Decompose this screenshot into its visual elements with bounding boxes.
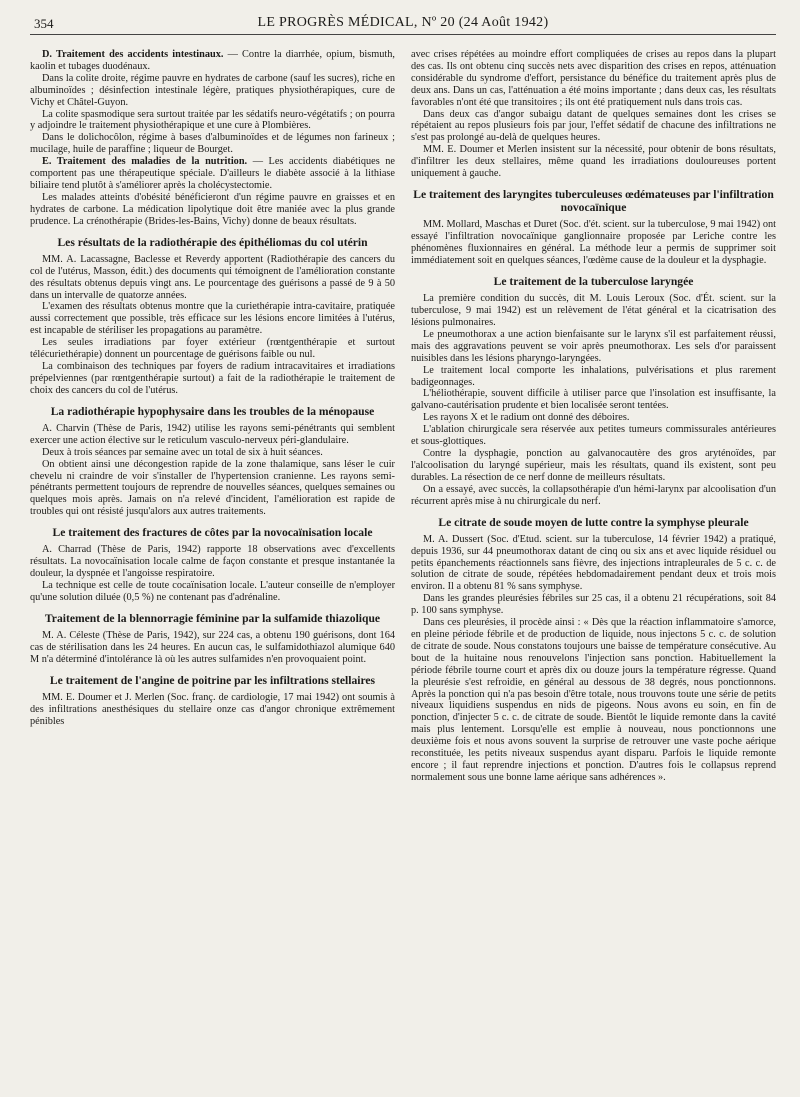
paragraph-text: On a essayé, avec succès, la collapsothérapie d'un hémi-larynx par alcoolisation d'un récurrent après mise à nu chirurgicale du nerf.: [411, 483, 776, 507]
section-heading: Les résultats de la radiothérapie des épithéliomas du col utérin: [57, 235, 368, 249]
paragraph-text: La combinaison des techniques par foyers de radium intracavitaires et irradiations prépelviennes (par rœntgenthérapie surtout) a fait de la radiothérapie le traitement de choix des cancers du col de l'utérus.: [30, 360, 395, 396]
section-heading: La radiothérapie hypophysaire dans les troubles de la ménopause: [50, 404, 375, 418]
paragraph-text: MM. Mollard, Maschas et Duret (Soc. d'ét. scient. sur la tuberculose, 9 mai 1942) ont essayé l'infiltration novocaïnique ganglionnaire proposée par Leriche contre les phénomènes fluxionnaires en général. La méthode leur a permis de supprimer soit immédiatement soit en quelques séances, l'œdème cause de la douleur et la dysphagie.: [411, 219, 776, 267]
paragraph: [30, 156, 395, 192]
journal-title: LE PROGRÈS MÉDICAL, Nº 20 (24 Août 1942): [257, 15, 549, 30]
paragraph: [30, 254, 395, 302]
paragraph-text: On obtient ainsi une décongestion rapide de la zone thalamique, sans léser le cuir chevelu ni craindre de voir s'installer de l'hypertension cranienne. Les rayons semi-pénétrants permettent toujours de reprendre de nouvelles séances, quelques semaines ou quelques mois après. Jamais on n'a relevé d'incident, l'amélioration est rapide de troubles qui ont résisté jusqu'alors aux autres traitements.: [30, 458, 395, 518]
paragraph: [411, 617, 776, 784]
paragraph: [30, 49, 395, 73]
paragraph-lead: D. Traitement des accidents intestinaux.: [42, 49, 224, 60]
page-number: 354: [34, 16, 54, 31]
paragraph: [411, 109, 776, 145]
paragraph: [30, 301, 395, 337]
paragraph-text: Le pneumothorax a une action bienfaisante sur le larynx s'il est parfaitement réussi, mais des aggravations peuvent se voir après pneumothorax. Les sels d'or paraissent nuisibles dans les lésions pharyngo-laryngées.: [411, 328, 776, 364]
text-columns: [30, 49, 776, 784]
paragraph: [411, 534, 776, 594]
paragraph-text: MM. E. Doumer et Merlen insistent sur la nécessité, pour obtenir de bons résultats, d'infiltrer les deux stellaires, même quand les irradiations douloureuses portent uniquement à gauche.: [411, 144, 776, 180]
page-header: [30, 14, 776, 35]
paragraph-text: Les seules irradiations par foyer extérieur (rœntgenthérapie et surtout télécuriethérapie) donnent un pourcentage de guérisons faible ou nul.: [30, 337, 395, 361]
paragraph: [411, 412, 776, 424]
section-heading: Traitement de la blennorragie féminine par la sulfamide thiazolique: [44, 611, 381, 625]
paragraph-text: L'héliothérapie, souvent difficile à utiliser parce que l'insolation est insuffisante, la galvano-cautérisation prudente et bien localisée seront tentées.: [411, 388, 776, 412]
paragraph-text: La technique est celle de toute cocaïnisation locale. L'auteur conseille de n'employer qu'une solution diluée (0,5 %) ne contenant pas d'adrénaline.: [30, 580, 395, 603]
paragraph-text: Dans la colite droite, régime pauvre en hydrates de carbone (sauf les sucres), riche en albuminoïdes ; désinfection intestinale légère, pratiques physiothérapiques, cure de Vichy et Châtel-Guyon.: [30, 72, 395, 108]
paragraph: [30, 580, 395, 604]
left-column: [30, 49, 395, 784]
paragraph-text: MM. E. Doumer et J. Merlen (Soc. franç. de cardiologie, 17 mai 1942) ont soumis à des infiltrations anesthésiques du stellaire onze cas d'angor chronique extrêmement pénibles: [30, 691, 395, 727]
paragraph: [30, 544, 395, 580]
section-heading: Le traitement de l'angine de poitrine par les infiltrations stellaires: [49, 673, 376, 687]
paragraph-text: L'ablation chirurgicale sera réservée aux petites tumeurs commissurales antérieures et sous-glottiques.: [411, 424, 776, 448]
section-heading: Le traitement de la tuberculose laryngée: [493, 275, 694, 288]
paragraph-text: Deux à trois séances par semaine avec un total de six à huit séances.: [42, 446, 323, 458]
paragraph: [411, 424, 776, 448]
paragraph: [30, 423, 395, 447]
paragraph-text: Les malades atteints d'obésité bénéficieront d'un régime pauvre en graisses et en hydrates de carbone. La médication lipolytique doit être maniée avec la plus grande prudence. La crénothérapie (Brides-les-Bains, Vichy) donne de beaux résultats.: [30, 191, 395, 227]
paragraph-text: M. A. Dussert (Soc. d'Etud. scient. sur la tuberculose, 14 février 1942) a pratiqué, depuis 1936, sur 44 pneumothorax datant de cinq ou six ans et avec liquide résiduel ou petits épanchements réactionnels sans fièvre, des injections intrapleurales de 5 c. c. de solution de citrate de soude, répétées hebdomadairement pendant deux et trois mois environ. Il a obtenu 81 % sans symphyse.: [411, 533, 776, 593]
paragraph-text: M. A. Céleste (Thèse de Paris, 1942), sur 224 cas, a obtenu 190 guérisons, dont 164 cas de stérilisation dans les 24 heures. En aucun cas, le sulfamidothiazol alumique 640 M n'a déterminé d'intolérance là où les autres sulfamides n'en provoquaient point.: [30, 630, 395, 665]
paragraph-text: A. Charvin (Thèse de Paris, 1942) utilise les rayons semi-pénétrants qui semblent exercer une action élective sur le reticulum vasculo-nerveux péri-glandulaire.: [30, 422, 395, 446]
paragraph-lead: E. Traitement des maladies de la nutrition.: [42, 156, 248, 168]
paragraph-text: A. Charrad (Thèse de Paris, 1942) rapporte 18 observations avec d'excellents résultats. La novocaïnisation locale calme de façon constante et presque instantanée la douleur, la dyspnée et l'angoisse respiratoire.: [30, 544, 395, 580]
paragraph: [411, 329, 776, 365]
paragraph-text: — Contre la diarrhée, opium, bismuth, kaolin et tubages duodénaux.: [30, 49, 395, 72]
paragraph: [411, 49, 776, 109]
paragraph: [30, 630, 395, 666]
paragraph: [411, 219, 776, 267]
paragraph: [30, 337, 395, 361]
paragraph-text: — Les accidents diabétiques ne comportent pas une thérapeutique spéciale. D'ailleurs le diabète associé à la lithiase biliaire tend plutôt à s'améliorer après la cholécystectomie.: [30, 156, 395, 191]
paragraph-text: Dans le dolichocôlon, régime à bases d'albuminoïdes et de légumes non farineux ; mucilage, huile de paraffine ; liqueur de Bourget.: [30, 132, 395, 156]
paragraph: [30, 361, 395, 397]
paragraph-text: Dans ces pleurésies, il procède ainsi : « Dès que la réaction inflammatoire s'amorce, en pleine période fébrile et de production de liquide, nous injectons 5 c. c. de solution de citrate de soude. Nous constatons toujours une baisse de température consécutive. Au bout de la huitaine nous renouvelons l'injection sans ponction. Habituellement la période fébrile tourne court et après dix ou douze jours la température régresse. Quand la pleurésie s'est refroidie, en général au dessous de 38 degrés, nous ponctionnons. Après la ponction qui n'a pas besoin d'être totale, nous trouvons toute une série de petits niveaux liquidiens suspendus en nids de pigeons. Nous avons eu soin, en fin de ponction, d'injecter 5 c. c. de citrate de soude. Bientôt le liquide remonte dans la cavité mais plus lentement. Lorsqu'elle est emplie à nouveau, nous ponctionnons une deuxième fois et nous avons souvent la surprise de retrouver une vaste poche aérique reconstituée, les petits niveaux suspendus ayant disparu. Parfois le liquide remonte encore ; il faut reprendre injections et ponction. D'autres fois le collapsus reprend normalement sous une bonne lame aérique sans adhérences ».: [411, 617, 776, 783]
paragraph-text: L'examen des résultats obtenus montre que la curiethérapie intra-cavitaire, pratiquée aussi correctement que possible, très efficace sur les lésions encore limitées à l'utérus, est incapable de stériliser les propagations au paramètre.: [30, 301, 395, 337]
paragraph: [30, 447, 395, 459]
paragraph: [411, 144, 776, 180]
right-column: [411, 49, 776, 784]
section-heading: Le citrate de soude moyen de lutte contre la symphyse pleurale: [438, 515, 749, 529]
paragraph-text: avec crises répétées au moindre effort compliquées de crises au repos dans la plupart des cas. Ils ont obtenu cinq succès nets avec disparition des crises en repos, atténuation considérable du syndrome d'effort, persistance du bénéfice du traitement après plus de deux ans. Dans un cas, l'atténuation a été moins importante ; dans deux cas, les résultats favorables n'ont été que transitoires ; ils ont été pratiquement nuls dans trois cas.: [411, 49, 776, 108]
paragraph: [411, 448, 776, 484]
paragraph: [411, 365, 776, 389]
paragraph: [30, 132, 395, 156]
paragraph-text: La première condition du succès, dit M. Louis Leroux (Soc. d'Ét. scient. sur la tuberculose, 9 mai 1942) est un relèvement de l'état général et la cicatrisation des lésions pulmonaires.: [411, 293, 776, 329]
paragraph-text: Contre la dysphagie, ponction au galvanocautère des gros aryténoïdes, par l'alcoolisation du laryngé supérieur, mais les résultats, quand ils existent, sont peu durables. La résection de ce nerf donne de meilleurs résultats.: [411, 447, 776, 483]
paragraph-text: La colite spasmodique sera surtout traitée par les sédatifs neuro-végétatifs ; on pourra y adjoindre le traitement physiothérapique et une cure à Plombières.: [30, 108, 395, 132]
paragraph-text: Dans les grandes pleurésies fébriles sur 25 cas, il a obtenu 21 récupérations, soit 84 p. 100 sans symphyse.: [411, 593, 776, 617]
section-heading: Le traitement des fractures de côtes par la novocaïnisation locale: [52, 526, 373, 540]
paragraph-text: Le traitement local comporte les inhalations, pulvérisations et plus rarement badigeonnages.: [411, 364, 776, 388]
paragraph: [411, 293, 776, 329]
paragraph: [30, 459, 395, 519]
paragraph: [411, 484, 776, 508]
paragraph-text: MM. A. Lacassagne, Baclesse et Reverdy apportent (Radiothérapie des cancers du col de l'utérus, Masson, édit.) des documents qui témoignent de l'amélioration constante des résultats obtenus depuis vingt ans. Le pourcentage des guérisons a passé de 9 à 50 dans un intervalle de quatorze années.: [30, 253, 395, 301]
section-heading: Le traitement des laryngites tuberculeuses œdémateuses par l'infiltration novocaïnique: [413, 187, 774, 215]
paragraph: [30, 109, 395, 133]
paragraph: [411, 388, 776, 412]
paragraph: [30, 192, 395, 228]
paragraph: [30, 73, 395, 109]
paragraph-text: Les rayons X et le radium ont donné des déboires.: [423, 412, 630, 424]
paragraph: [411, 593, 776, 617]
paragraph-text: Dans deux cas d'angor subaigu datant de quelques semaines dont les crises se répétaient au repos plusieurs fois par jour, l'effet sédatif de chacune des infiltrations ne s'est pas prolongé au-delà de quelques heures.: [411, 108, 776, 144]
paragraph: [30, 692, 395, 728]
